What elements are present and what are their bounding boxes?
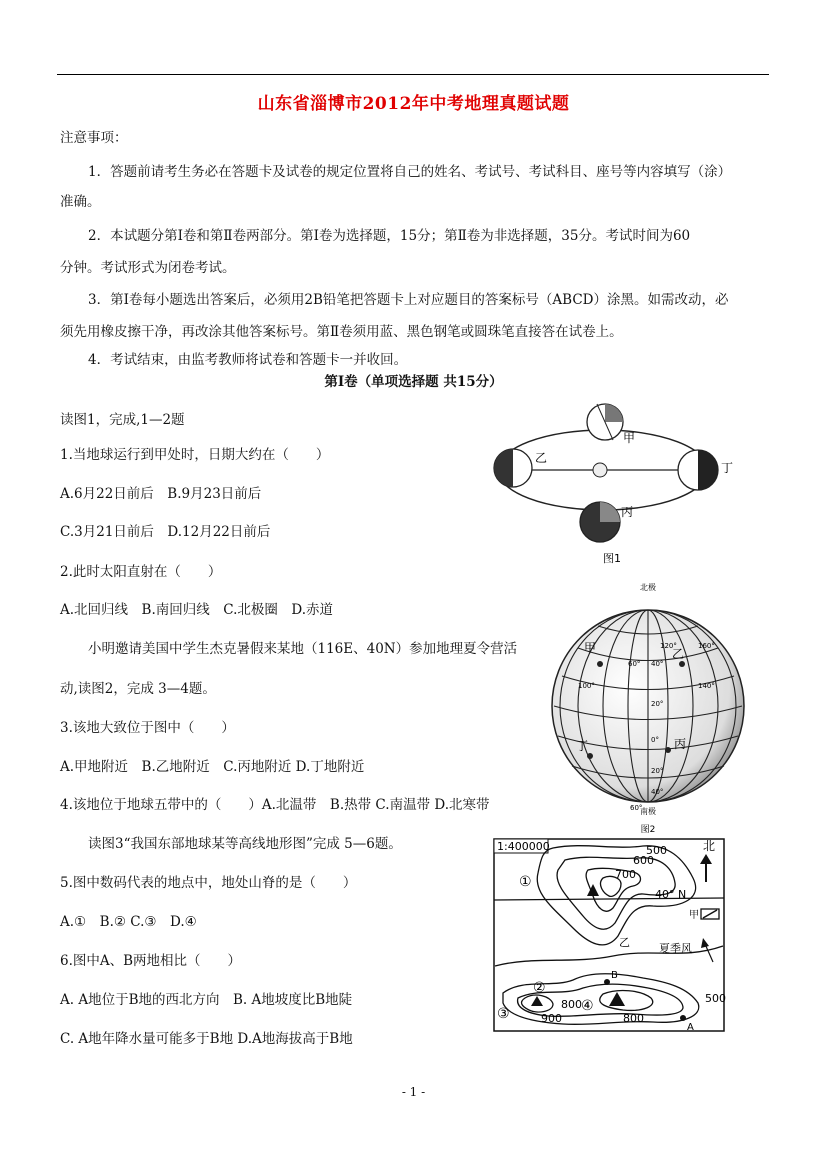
note-line: 2．本试题分第Ⅰ卷和第Ⅱ卷两部分。第Ⅰ卷为选择题，15分；第Ⅱ卷为非选择题，35分。考试时间为60 (88, 228, 691, 244)
graticule-label: 60° (628, 660, 641, 668)
graticule-label: 60° (630, 804, 643, 812)
point-2: ② (533, 980, 546, 996)
label-ding: 丁 (576, 739, 589, 753)
earth-top (587, 404, 623, 440)
contour-label: 900 (541, 1012, 562, 1025)
earth-left (494, 449, 532, 487)
note-line: 3．第Ⅰ卷每小题选出答案后，必须用2B铅笔把答题卡上对应题目的答案标号（ABCD）涂黑。如需改动，必 (88, 292, 729, 308)
note-line: 准确。 (60, 194, 101, 210)
page-number: - 1 - (401, 1085, 426, 1099)
contour-label: 700 (615, 868, 636, 881)
legend-jia-label: 甲 (689, 910, 699, 921)
graticule-label: 40° (651, 660, 664, 668)
contour-label: 500 (646, 844, 667, 857)
note-line: 1．答题前请考生务必在答题卡及试卷的规定位置将自己的姓名、考试号、考试科目、座号等内容填写（涂） (88, 164, 732, 180)
page-title: 山东省淄博市2012年中考地理真题试题 (257, 94, 570, 114)
contour-label: 800 (623, 1012, 644, 1025)
point-4: ④ (581, 998, 594, 1014)
question-6: 6.图中A、B两地相比（ ） (60, 953, 242, 969)
point-B: B (611, 970, 618, 981)
question-3: 3.该地大致位于图中（ ） (60, 720, 235, 736)
label-jia: 甲 (623, 431, 636, 445)
question-5: 5.图中数码代表的地点中，地处山脊的是（ ） (60, 875, 357, 891)
graticule-label: 0° (651, 736, 659, 744)
wind-label: 夏季风 (659, 942, 692, 955)
graticule-label: 160° (698, 642, 715, 650)
question-1-options-ab: A.6月22日前后 B.9月23日前后 (60, 486, 262, 502)
map-scale: 1:400000 (497, 840, 550, 853)
question-intro: 动,读图2，完成 3—4题。 (60, 681, 216, 697)
question-1: 1.当地球运行到甲处时，日期大约在（ ） (60, 447, 330, 463)
earth-right (678, 450, 718, 490)
question-6-options-cd: C. A地年降水量可能多于B地 D.A地海拔高于B地 (60, 1031, 353, 1047)
label-ding: 丁 (721, 461, 734, 475)
label-jia: 甲 (584, 641, 597, 655)
question-intro: 小明邀请美国中学生杰克暑假来某地（116E、40N）参加地理夏令营活 (88, 641, 518, 657)
question-intro: 读图3“我国东部地球某等高线地形图”完成 5—6题。 (88, 836, 402, 852)
label-bing: 丙 (621, 505, 634, 519)
label-yi: 乙 (619, 936, 630, 949)
question-2: 2.此时太阳直射在（ ） (60, 564, 222, 580)
figure-1-caption: 图1 (603, 552, 621, 565)
north-label: 北 (703, 839, 716, 853)
question-3-options: A.甲地附近 B.乙地附近 C.丙地附近 D.丁地附近 (60, 759, 365, 775)
contour-label: 600 (633, 854, 654, 867)
north-pole-label: 北极 (640, 583, 656, 592)
south-pole-label: 南极 (640, 807, 656, 816)
note-line: 4．考试结束，由监考教师将试卷和答题卡一并收回。 (88, 352, 408, 368)
label-yi: 乙 (535, 451, 548, 465)
note-line: 须先用橡皮擦干净，再改涂其他答案标号。第Ⅱ卷须用蓝、黑色钢笔或圆珠笔直接答在试卷上。 (60, 324, 623, 340)
header-rule (57, 74, 769, 75)
section-heading: 第Ⅰ卷（单项选择题 共15分） (324, 374, 503, 390)
graticule-label: 140° (698, 682, 715, 690)
graticule-label: 40° (651, 788, 664, 796)
question-6-options-ab: A. A地位于B地的西北方向 B. A地坡度比B地陡 (60, 992, 353, 1008)
graticule-label: 100° (578, 682, 595, 690)
question-1-options-cd: C.3月21日前后 D.12月22日前后 (60, 524, 271, 540)
notes-heading: 注意事项： (60, 130, 128, 146)
parallel-label: 40° N (655, 888, 687, 901)
question-intro: 读图1，完成,1—2题 (60, 412, 185, 428)
graticule-label: 120° (660, 642, 677, 650)
figure-2-caption: 图2 (640, 825, 656, 835)
label-bing: 丙 (674, 737, 687, 751)
question-4: 4.该地位于地球五带中的（ ）A.北温带 B.热带 C.南温带 D.北寒带 (60, 797, 490, 813)
graticule-label: 20° (651, 767, 664, 775)
note-line: 分钟。考试形式为闭卷考试。 (60, 260, 236, 276)
question-5-options: A.① B.② C.③ D.④ (60, 914, 197, 930)
contour-label: 500 (705, 992, 726, 1005)
figure-3-contour-map (493, 838, 725, 1032)
label-yi: 乙 (672, 647, 685, 661)
contour-label: 800 (561, 998, 582, 1011)
point-A: A (687, 1022, 694, 1033)
question-2-options: A.北回归线 B.南回归线 C.北极圈 D.赤道 (60, 602, 334, 618)
figure-1-orbit (485, 400, 734, 570)
figure-2-globe (548, 578, 748, 833)
graticule-label: 20° (651, 700, 664, 708)
earth-bottom (580, 502, 620, 542)
point-3: ③ (497, 1006, 510, 1022)
point-1: ① (519, 874, 532, 890)
